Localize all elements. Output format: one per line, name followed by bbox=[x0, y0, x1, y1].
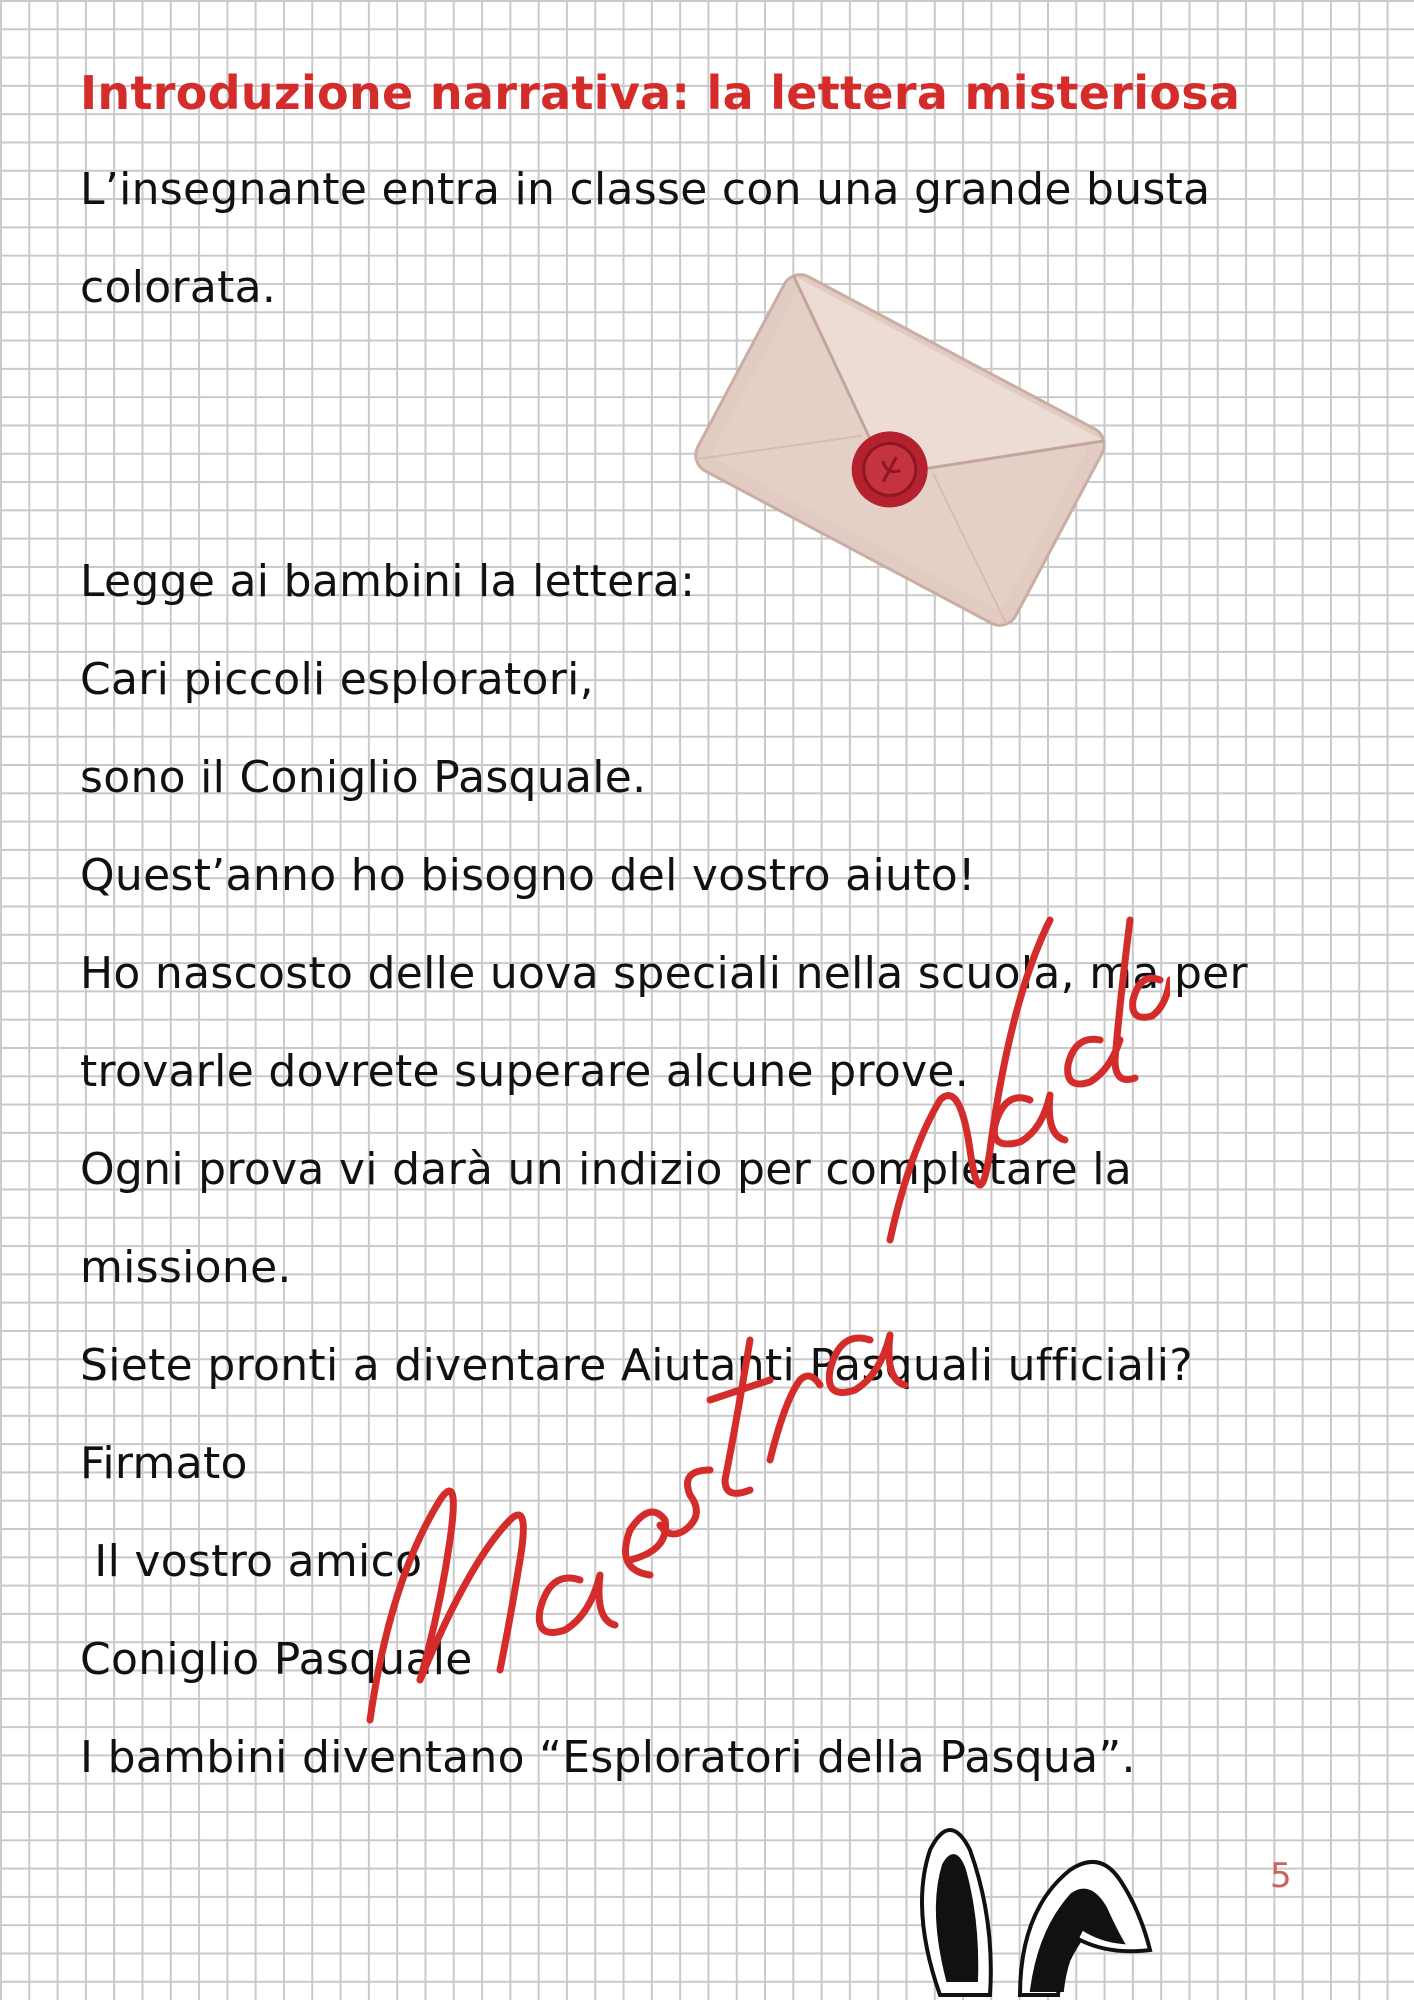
letter-line: Cari piccoli esploratori, bbox=[80, 654, 594, 705]
letter-line: Ho nascosto delle uova speciali nella scuola, ma per bbox=[80, 948, 1248, 999]
closing-line: I bambini diventano “Esploratori della Pasqua”. bbox=[80, 1732, 1136, 1783]
letter-line: Coniglio Pasquale bbox=[80, 1634, 473, 1685]
intro-line-2: colorata. bbox=[80, 262, 277, 313]
reads-line: Legge ai bambini la lettera: bbox=[80, 556, 696, 607]
letter-line: Il vostro amico bbox=[80, 1536, 423, 1587]
letter-line: trovarle dovrete superare alcune prove. bbox=[80, 1046, 970, 1097]
bunny-ears-icon bbox=[900, 1790, 1180, 2000]
watermark-signature bbox=[330, 680, 1170, 1760]
page-number: 5 bbox=[1270, 1856, 1292, 1896]
intro-line-1: L’insegnante entra in classe con una grande busta bbox=[80, 164, 1211, 215]
page-title: Introduzione narrativa: la lettera misteriosa bbox=[80, 66, 1241, 120]
envelope-icon bbox=[690, 250, 1110, 650]
letter-line: Siete pronti a diventare Aiutanti Pasquali ufficiali? bbox=[80, 1340, 1193, 1391]
letter-line: Ogni prova vi darà un indizio per completare la bbox=[80, 1144, 1133, 1195]
letter-line: Firmato bbox=[80, 1438, 248, 1489]
letter-line: sono il Coniglio Pasquale. bbox=[80, 752, 647, 803]
letter-line: Quest’anno ho bisogno del vostro aiuto! bbox=[80, 850, 976, 901]
letter-line: missione. bbox=[80, 1242, 292, 1293]
